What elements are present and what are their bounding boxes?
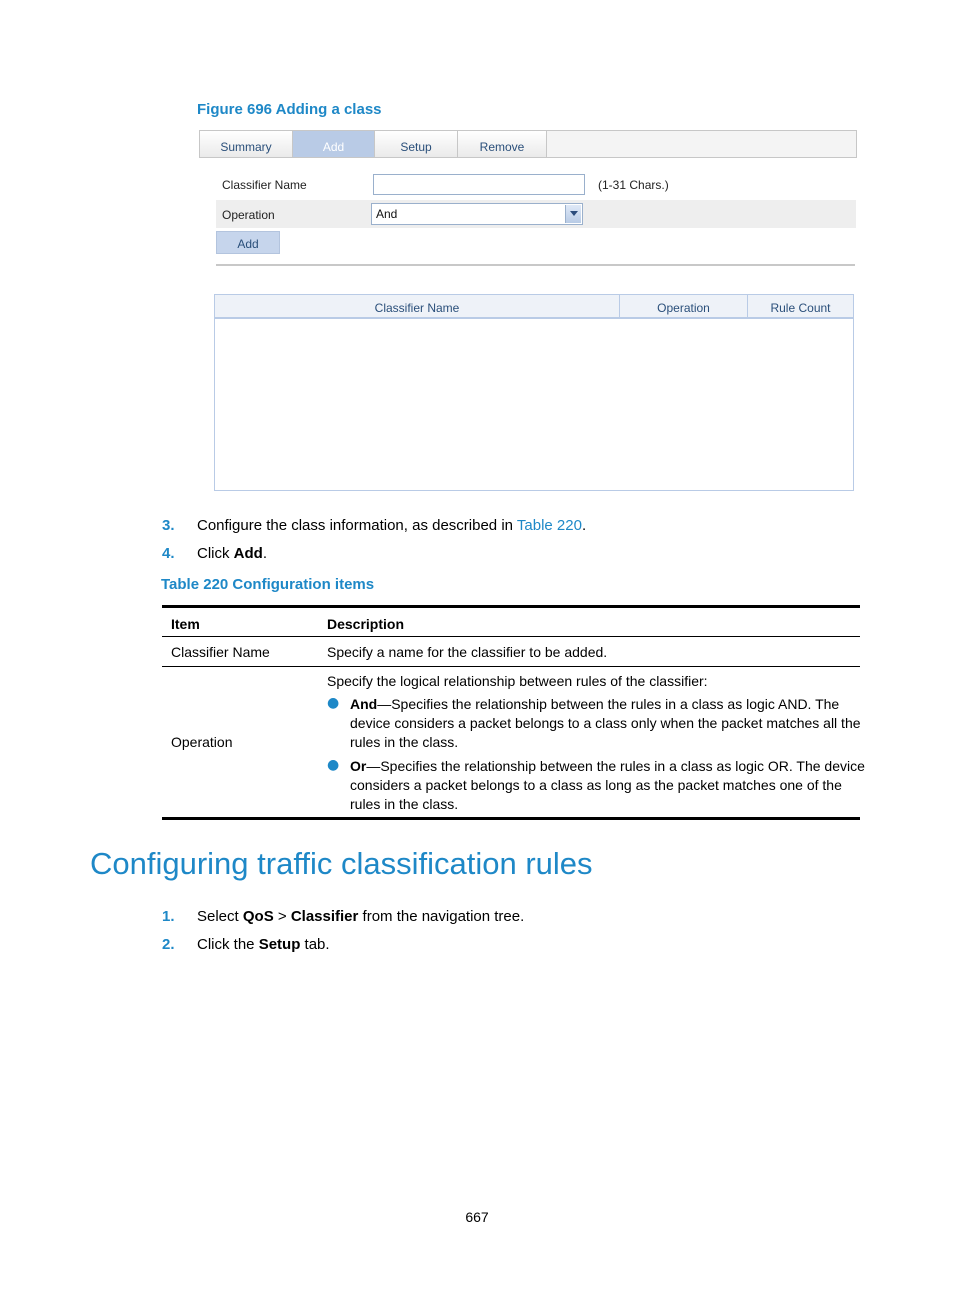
bullet-term: And	[350, 696, 378, 712]
table-cell-item: Operation	[171, 734, 233, 750]
form-divider	[216, 264, 855, 266]
grid-col-classifier-name[interactable]: Classifier Name	[215, 295, 620, 317]
step-text-bold: Add	[233, 545, 263, 562]
table-link[interactable]: Table 220	[516, 517, 582, 534]
table-cell-description: Specify a name for the classifier to be added.	[327, 644, 608, 660]
step-text	[197, 936, 330, 953]
step-text-part: >	[273, 908, 291, 925]
bullet-line: rules in the class.	[350, 796, 459, 812]
step-number: 2.	[162, 936, 175, 953]
grid-col-operation[interactable]: Operation	[620, 295, 748, 317]
table-top-rule	[162, 605, 860, 608]
step-text	[197, 545, 267, 562]
step-text-bold: Setup	[258, 936, 301, 953]
bullet-line: rules in the class.	[350, 734, 459, 750]
classifier-name-input[interactable]	[373, 174, 585, 195]
bullet-line: considers a packet belongs to a class as long as the packet matches one of the	[350, 777, 842, 793]
bullet-term: Or	[350, 758, 367, 774]
page-number: 667	[465, 1209, 489, 1225]
table-caption: Table 220 Configuration items	[161, 576, 375, 593]
bullet-text	[350, 757, 954, 776]
step-text-part: Select	[197, 908, 243, 925]
bullet-line: —Specifies the relationship between the rules in a class as logic AND. The	[377, 696, 840, 712]
grid-col-rule-count[interactable]: Rule Count	[770, 301, 831, 315]
step-text-bold: Classifier	[290, 908, 359, 925]
bullet-icon: ●	[327, 757, 340, 773]
step-text-part: Click the	[197, 936, 259, 953]
tab-summary[interactable]: Summary	[200, 131, 293, 157]
classifier-name-hint: (1-31 Chars.)	[598, 178, 669, 192]
tab-add[interactable]: Add	[293, 131, 375, 157]
tab-setup[interactable]: Setup	[375, 131, 458, 157]
step-text	[197, 908, 524, 925]
table-bottom-rule	[162, 817, 860, 820]
tab-remove[interactable]: Remove	[458, 131, 547, 157]
step-text	[197, 517, 586, 534]
grid-header	[215, 295, 853, 319]
table-row-rule	[162, 666, 860, 667]
step-number: 3.	[162, 517, 175, 534]
bullet-icon: ●	[327, 695, 340, 711]
step-text-part: .	[581, 517, 587, 534]
bullet-text	[350, 695, 954, 714]
operation-label: Operation	[222, 208, 275, 222]
step-number: 1.	[162, 908, 175, 925]
operation-select-value: And	[376, 207, 398, 221]
step-text-bold: QoS	[242, 908, 274, 925]
chevron-down-icon[interactable]	[565, 205, 581, 223]
tab-bar	[199, 130, 857, 158]
table-header-description: Description	[327, 616, 405, 632]
operation-select[interactable]	[371, 203, 583, 225]
step-text-part: Configure the class information, as described in	[197, 517, 517, 534]
classifier-name-label: Classifier Name	[222, 178, 307, 192]
bullet-line: —Specifies the relationship between the rules in a class as logic OR. The device	[366, 758, 865, 774]
table-cell-item: Classifier Name	[171, 644, 270, 660]
step-text-part: .	[262, 545, 268, 562]
step-number: 4.	[162, 545, 175, 562]
step-text-part: Click	[197, 545, 234, 562]
classifier-grid	[214, 294, 854, 491]
add-button[interactable]: Add	[216, 231, 280, 254]
table-header-item: Item	[171, 616, 200, 632]
figure-caption: Figure 696 Adding a class	[197, 101, 382, 118]
step-text-part: from the navigation tree.	[358, 908, 525, 925]
section-heading: Configuring traffic classification rules	[90, 846, 593, 881]
table-cell-intro: Specify the logical relationship between rules of the classifier:	[327, 673, 708, 689]
table-header-rule	[162, 636, 860, 637]
step-text-part: tab.	[300, 936, 330, 953]
bullet-line: device considers a packet belongs to a class only when the packet matches all the	[350, 715, 861, 731]
